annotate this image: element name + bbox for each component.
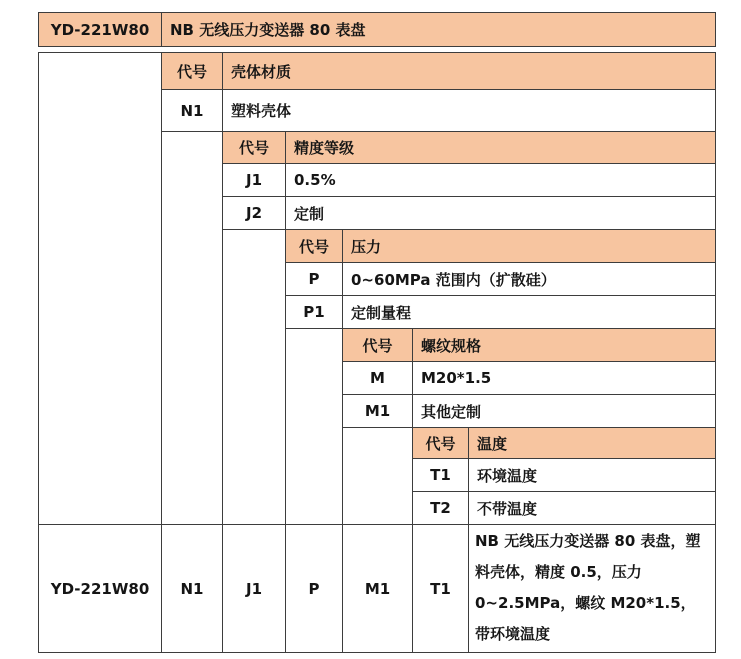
option-label-cell: 不带温度 <box>468 491 716 524</box>
empty-step-cell-col1 <box>38 52 161 524</box>
option-code-cell: N1 <box>161 89 222 131</box>
section-title-cell: 壳体材质 <box>222 52 716 89</box>
section-title-cell: 螺纹规格 <box>412 328 716 361</box>
empty-step-cell-col3 <box>222 229 285 524</box>
code-header-cell: 代号 <box>342 328 412 361</box>
example-code-cell: M1 <box>342 524 412 653</box>
option-label-cell: 环境温度 <box>468 458 716 491</box>
option-label-cell: 0.5% <box>285 163 716 196</box>
section-title-cell: 温度 <box>468 427 716 458</box>
empty-step-cell-col4 <box>285 328 342 524</box>
example-code-cell: J1 <box>222 524 285 653</box>
example-code-cell: P <box>285 524 342 653</box>
example-code-cell: N1 <box>161 524 222 653</box>
option-code-cell: J2 <box>222 196 285 229</box>
empty-step-cell-col2 <box>161 131 222 524</box>
empty-step-cell-col5 <box>342 427 412 524</box>
option-code-cell: M <box>342 361 412 394</box>
option-label-cell: 其他定制 <box>412 394 716 427</box>
option-code-cell: T2 <box>412 491 468 524</box>
section-title-cell: 压力 <box>342 229 716 262</box>
option-label-cell: 塑料壳体 <box>222 89 716 131</box>
example-code-cell: T1 <box>412 524 468 653</box>
option-code-cell: T1 <box>412 458 468 491</box>
option-code-cell: J1 <box>222 163 285 196</box>
option-label-cell: 定制 <box>285 196 716 229</box>
option-code-cell: M1 <box>342 394 412 427</box>
option-label-cell: M20*1.5 <box>412 361 716 394</box>
example-description-cell: NB 无线压力变送器 80 表盘，塑料壳体，精度 0.5，压力 0~2.5MPa，螺纹 M20*1.5，带环境温度 <box>468 524 716 653</box>
code-header-cell: 代号 <box>222 131 285 163</box>
section-title-cell: 精度等级 <box>285 131 716 163</box>
code-header-cell: 代号 <box>161 52 222 89</box>
model-code-cell: YD-221W80 <box>38 12 161 47</box>
option-code-cell: P1 <box>285 295 342 328</box>
code-header-cell: 代号 <box>412 427 468 458</box>
option-label-cell: 定制量程 <box>342 295 716 328</box>
model-name-cell: NB 无线压力变送器 80 表盘 <box>161 12 716 47</box>
code-header-cell: 代号 <box>285 229 342 262</box>
model-selection-table <box>38 12 716 653</box>
option-label-cell: 0~60MPa 范围内（扩散硅） <box>342 262 716 295</box>
option-code-cell: P <box>285 262 342 295</box>
example-model-cell: YD-221W80 <box>38 524 161 653</box>
